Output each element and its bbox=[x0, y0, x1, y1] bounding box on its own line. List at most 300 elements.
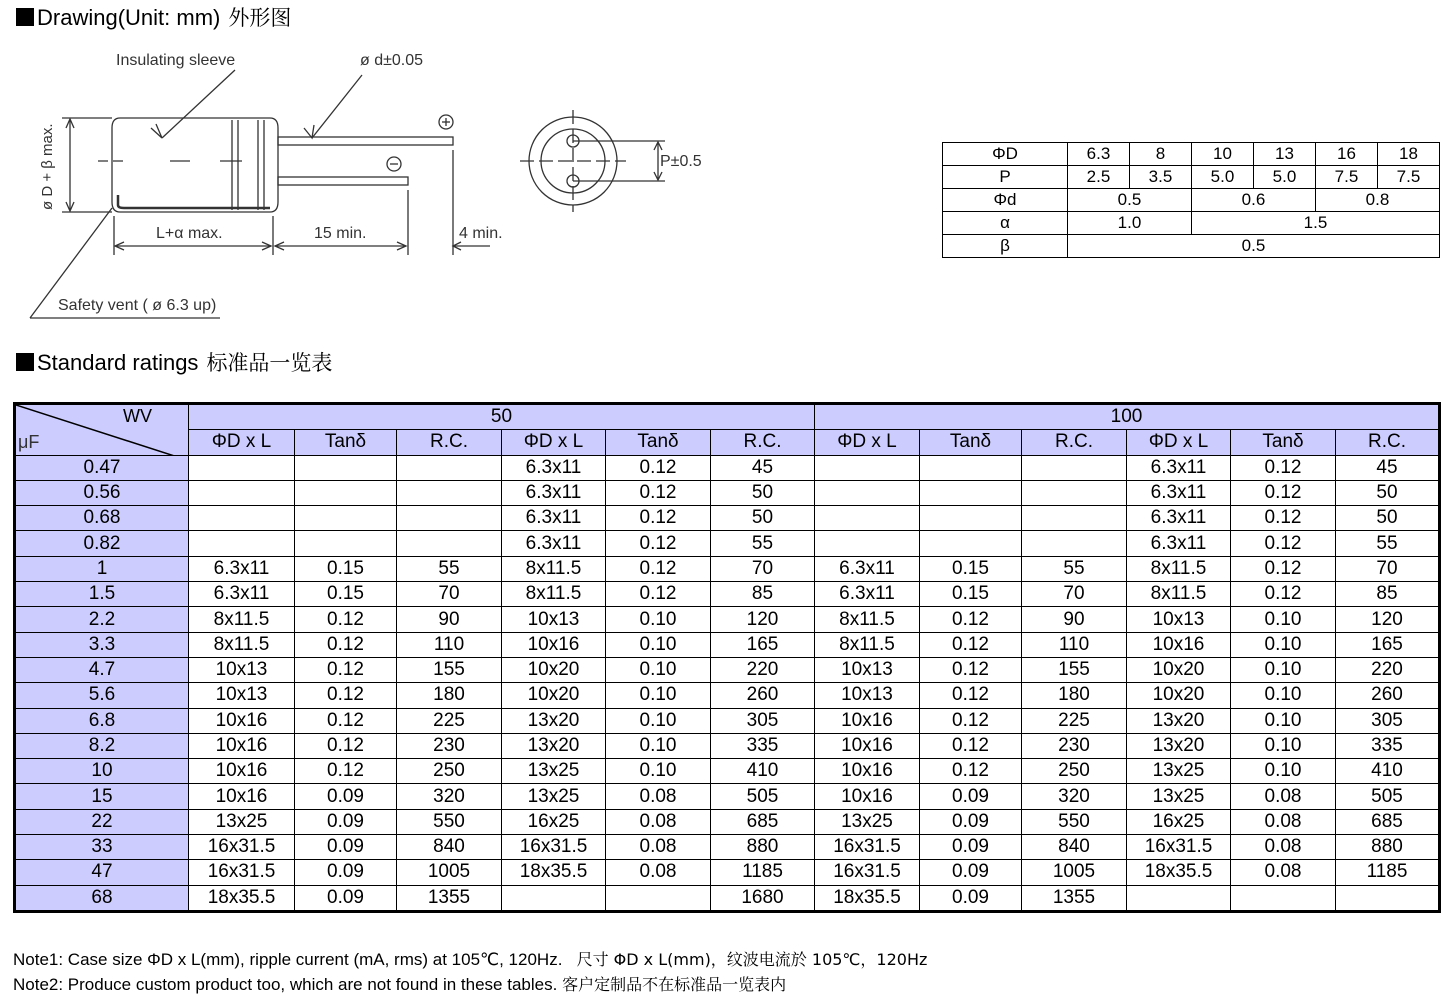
capacitance-cell: 1.5 bbox=[15, 582, 189, 607]
rating-cell: 8x11.5 bbox=[502, 582, 606, 607]
rating-cell bbox=[502, 885, 606, 911]
rating-cell: 410 bbox=[1336, 759, 1440, 784]
rating-cell: 1185 bbox=[711, 860, 815, 885]
rating-cell: 880 bbox=[711, 835, 815, 860]
rating-cell: 45 bbox=[1336, 455, 1440, 480]
rating-cell: 0.08 bbox=[1231, 835, 1336, 860]
rating-cell: 0.08 bbox=[1231, 784, 1336, 809]
rating-cell: 220 bbox=[711, 657, 815, 682]
column-header: ΦD x L bbox=[189, 430, 295, 455]
table-row bbox=[15, 860, 1440, 885]
rating-cell bbox=[295, 455, 397, 480]
rating-cell: 16x31.5 bbox=[502, 835, 606, 860]
rating-cell: 230 bbox=[1022, 733, 1127, 758]
note-2-cn: 客户定制品不在标准品一览表内 bbox=[562, 975, 787, 994]
dim-row-label: α bbox=[943, 212, 1068, 235]
table-row bbox=[15, 733, 1440, 758]
short-lead-label: 4 min. bbox=[459, 225, 503, 242]
rating-cell: 10x16 bbox=[502, 632, 606, 657]
rating-cell: 0.15 bbox=[295, 582, 397, 607]
rating-cell: 10x16 bbox=[815, 708, 920, 733]
rating-cell: 50 bbox=[711, 506, 815, 531]
column-header: Tanδ bbox=[1231, 430, 1336, 455]
rating-cell: 0.09 bbox=[295, 784, 397, 809]
rating-cell: 18x35.5 bbox=[1127, 860, 1231, 885]
rating-cell: 1355 bbox=[1022, 885, 1127, 911]
rating-cell: 180 bbox=[1022, 683, 1127, 708]
rating-cell: 6.3x11 bbox=[1127, 506, 1231, 531]
rating-cell bbox=[815, 455, 920, 480]
rating-cell: 0.10 bbox=[606, 683, 711, 708]
rating-cell: 13x20 bbox=[1127, 708, 1231, 733]
length-label: L+α max. bbox=[156, 225, 223, 242]
rating-cell: 0.12 bbox=[606, 455, 711, 480]
dim-cell: 0.5 bbox=[1068, 189, 1192, 212]
rating-cell: 0.12 bbox=[920, 733, 1022, 758]
rating-cell: 0.12 bbox=[1231, 480, 1336, 505]
rating-cell: 45 bbox=[711, 455, 815, 480]
rating-cell: 10x16 bbox=[189, 784, 295, 809]
dim-row-label: β bbox=[943, 235, 1068, 258]
voltage-header-50: 50 bbox=[189, 404, 815, 430]
rating-cell: 0.12 bbox=[1231, 556, 1336, 581]
rating-cell: 0.09 bbox=[295, 809, 397, 834]
capacitance-cell: 33 bbox=[15, 835, 189, 860]
rating-cell: 0.08 bbox=[1231, 809, 1336, 834]
rating-cell: 13x25 bbox=[502, 759, 606, 784]
table-row bbox=[15, 809, 1440, 834]
capacitance-cell: 1 bbox=[15, 556, 189, 581]
rating-cell: 0.08 bbox=[1231, 860, 1336, 885]
ratings-heading-en: Standard ratings bbox=[37, 350, 199, 375]
rating-cell bbox=[295, 480, 397, 505]
rating-cell: 90 bbox=[1022, 607, 1127, 632]
rating-cell: 0.12 bbox=[1231, 455, 1336, 480]
body-diameter-label: ø D + β max. bbox=[39, 123, 56, 210]
table-row bbox=[15, 885, 1440, 911]
dim-cell: 7.5 bbox=[1378, 166, 1440, 189]
rating-cell: 16x31.5 bbox=[815, 860, 920, 885]
diagonal-divider bbox=[16, 405, 189, 455]
column-header: R.C. bbox=[1022, 430, 1127, 455]
rating-cell: 505 bbox=[1336, 784, 1440, 809]
rating-cell: 6.3x11 bbox=[502, 455, 606, 480]
rating-cell: 10x13 bbox=[189, 683, 295, 708]
square-bullet-icon bbox=[16, 8, 34, 26]
rating-cell: 0.08 bbox=[606, 860, 711, 885]
rating-cell: 10x16 bbox=[189, 759, 295, 784]
rating-cell: 0.08 bbox=[606, 784, 711, 809]
rating-cell: 320 bbox=[397, 784, 502, 809]
rating-cell: 13x25 bbox=[1127, 784, 1231, 809]
table-row bbox=[15, 759, 1440, 784]
rating-cell: 250 bbox=[1022, 759, 1127, 784]
rating-cell: 0.09 bbox=[295, 885, 397, 911]
dim-row bbox=[943, 143, 1440, 166]
wv-label: WV bbox=[123, 406, 152, 426]
dim-cell: 16 bbox=[1316, 143, 1378, 166]
rating-cell: 0.12 bbox=[606, 531, 711, 556]
dim-cell: 6.3 bbox=[1068, 143, 1130, 166]
rating-cell bbox=[397, 506, 502, 531]
rating-cell: 0.12 bbox=[1231, 531, 1336, 556]
rating-cell: 50 bbox=[711, 480, 815, 505]
rating-cell: 10x13 bbox=[502, 607, 606, 632]
column-header: Tanδ bbox=[606, 430, 711, 455]
column-header: R.C. bbox=[1336, 430, 1440, 455]
rating-cell: 10x16 bbox=[815, 759, 920, 784]
rating-cell: 0.10 bbox=[1231, 759, 1336, 784]
note-2 bbox=[13, 972, 786, 995]
rating-cell: 260 bbox=[1336, 683, 1440, 708]
rating-cell: 55 bbox=[711, 531, 815, 556]
rating-cell: 70 bbox=[1022, 582, 1127, 607]
rating-cell: 10x20 bbox=[1127, 657, 1231, 682]
dim-cell: 0.8 bbox=[1316, 189, 1440, 212]
rating-cell: 0.12 bbox=[1231, 506, 1336, 531]
capacitance-cell: 8.2 bbox=[15, 733, 189, 758]
rating-cell: 155 bbox=[1022, 657, 1127, 682]
rating-cell: 165 bbox=[711, 632, 815, 657]
rating-cell: 16x25 bbox=[1127, 809, 1231, 834]
rating-cell: 0.12 bbox=[920, 708, 1022, 733]
square-bullet-icon bbox=[16, 353, 34, 371]
rating-cell bbox=[920, 531, 1022, 556]
rating-cell: 6.3x11 bbox=[189, 582, 295, 607]
rating-cell: 0.15 bbox=[295, 556, 397, 581]
capacitance-cell: 68 bbox=[15, 885, 189, 911]
capacitance-cell: 15 bbox=[15, 784, 189, 809]
dim-cell: 3.5 bbox=[1130, 166, 1192, 189]
rating-cell: 0.10 bbox=[606, 632, 711, 657]
rating-cell: 120 bbox=[711, 607, 815, 632]
lead-length-label: 15 min. bbox=[314, 225, 367, 242]
note-1-en: Note1: Case size ΦD x L(mm), ripple current (mA, rms) at 105℃, 120Hz. bbox=[13, 950, 563, 969]
rating-cell: 0.10 bbox=[1231, 657, 1336, 682]
drawing-heading-cn: 外形图 bbox=[228, 6, 292, 30]
dim-row bbox=[943, 189, 1440, 212]
note-1-cn: 尺寸 ΦD x L(mm)，纹波电流於 105℃，120Hz bbox=[576, 950, 928, 969]
rating-cell: 685 bbox=[1336, 809, 1440, 834]
capacitance-cell: 3.3 bbox=[15, 632, 189, 657]
rating-cell: 16x31.5 bbox=[189, 835, 295, 860]
rating-cell: 18x35.5 bbox=[815, 885, 920, 911]
rating-cell: 50 bbox=[1336, 506, 1440, 531]
rating-cell: 10x20 bbox=[1127, 683, 1231, 708]
rating-cell bbox=[815, 531, 920, 556]
insulating-sleeve-label: Insulating sleeve bbox=[116, 52, 236, 69]
dim-cell: 8 bbox=[1130, 143, 1192, 166]
rating-cell: 70 bbox=[711, 556, 815, 581]
table-row bbox=[15, 657, 1440, 682]
column-header: ΦD x L bbox=[1127, 430, 1231, 455]
capacitance-cell: 22 bbox=[15, 809, 189, 834]
column-header: R.C. bbox=[711, 430, 815, 455]
capacitance-cell: 0.82 bbox=[15, 531, 189, 556]
capacitance-cell: 5.6 bbox=[15, 683, 189, 708]
rating-cell: 6.3x11 bbox=[502, 480, 606, 505]
rating-cell: 6.3x11 bbox=[1127, 531, 1231, 556]
rating-cell: 260 bbox=[711, 683, 815, 708]
note-2-en: Note2: Produce custom product too, which are not found in these tables. bbox=[13, 975, 558, 994]
dim-row-label: Φd bbox=[943, 189, 1068, 212]
capacitance-cell: 10 bbox=[15, 759, 189, 784]
capacitance-cell: 47 bbox=[15, 860, 189, 885]
rating-cell: 840 bbox=[1022, 835, 1127, 860]
rating-cell bbox=[189, 480, 295, 505]
table-row bbox=[15, 784, 1440, 809]
table-row bbox=[15, 835, 1440, 860]
rating-cell: 6.3x11 bbox=[502, 506, 606, 531]
rating-cell: 0.10 bbox=[606, 657, 711, 682]
rating-cell bbox=[920, 506, 1022, 531]
rating-cell: 8x11.5 bbox=[189, 607, 295, 632]
table-row bbox=[15, 683, 1440, 708]
rating-cell: 0.09 bbox=[920, 860, 1022, 885]
rating-cell: 16x31.5 bbox=[815, 835, 920, 860]
table-row bbox=[15, 708, 1440, 733]
rating-cell: 220 bbox=[1336, 657, 1440, 682]
rating-cell: 10x13 bbox=[815, 683, 920, 708]
rating-cell: 0.10 bbox=[1231, 733, 1336, 758]
rating-cell bbox=[397, 480, 502, 505]
rating-cell bbox=[397, 455, 502, 480]
rating-cell: 8x11.5 bbox=[1127, 582, 1231, 607]
rating-cell: 85 bbox=[711, 582, 815, 607]
rating-cell: 250 bbox=[397, 759, 502, 784]
rating-cell: 110 bbox=[397, 632, 502, 657]
table-row bbox=[15, 455, 1440, 480]
dim-cell: 5.0 bbox=[1254, 166, 1316, 189]
dim-cell: 7.5 bbox=[1316, 166, 1378, 189]
rating-cell bbox=[606, 885, 711, 911]
rating-cell: 685 bbox=[711, 809, 815, 834]
rating-cell: 550 bbox=[1022, 809, 1127, 834]
rating-cell: 6.3x11 bbox=[189, 556, 295, 581]
rating-cell: 1680 bbox=[711, 885, 815, 911]
rating-cell: 0.12 bbox=[295, 733, 397, 758]
rating-cell: 10x16 bbox=[815, 733, 920, 758]
rating-cell: 18x35.5 bbox=[189, 885, 295, 911]
standard-ratings-table bbox=[13, 402, 1441, 913]
dim-cell: 1.0 bbox=[1068, 212, 1192, 235]
rating-cell: 70 bbox=[1336, 556, 1440, 581]
rating-cell: 305 bbox=[1336, 708, 1440, 733]
dim-row bbox=[943, 166, 1440, 189]
rating-cell: 0.08 bbox=[606, 835, 711, 860]
rating-cell: 1005 bbox=[1022, 860, 1127, 885]
rating-cell: 335 bbox=[1336, 733, 1440, 758]
rating-cell: 13x20 bbox=[502, 708, 606, 733]
rating-cell: 225 bbox=[397, 708, 502, 733]
dim-row-label: ΦD bbox=[943, 143, 1068, 166]
rating-cell: 0.12 bbox=[1231, 582, 1336, 607]
rating-cell: 10x20 bbox=[502, 683, 606, 708]
rating-cell: 10x16 bbox=[189, 733, 295, 758]
rating-cell: 305 bbox=[711, 708, 815, 733]
rating-cell: 16x31.5 bbox=[189, 860, 295, 885]
rating-cell: 13x25 bbox=[1127, 759, 1231, 784]
table-row bbox=[15, 556, 1440, 581]
dim-cell: 18 bbox=[1378, 143, 1440, 166]
rating-cell: 0.12 bbox=[606, 506, 711, 531]
rating-cell: 155 bbox=[397, 657, 502, 682]
rating-cell bbox=[1022, 455, 1127, 480]
rating-cell: 0.08 bbox=[606, 809, 711, 834]
rating-cell: 0.10 bbox=[1231, 632, 1336, 657]
capacitance-cell: 0.56 bbox=[15, 480, 189, 505]
rating-cell: 0.15 bbox=[920, 582, 1022, 607]
rating-cell bbox=[1336, 885, 1440, 911]
column-header: Tanδ bbox=[920, 430, 1022, 455]
rating-cell: 13x25 bbox=[815, 809, 920, 834]
dim-cell: 13 bbox=[1254, 143, 1316, 166]
rating-cell: 0.09 bbox=[920, 809, 1022, 834]
dimension-table bbox=[942, 142, 1440, 258]
column-header: ΦD x L bbox=[815, 430, 920, 455]
rating-cell: 50 bbox=[1336, 480, 1440, 505]
rating-cell: 0.12 bbox=[920, 759, 1022, 784]
rating-cell: 0.09 bbox=[295, 860, 397, 885]
rating-cell: 10x13 bbox=[815, 657, 920, 682]
rating-cell: 0.12 bbox=[920, 657, 1022, 682]
rating-cell: 1355 bbox=[397, 885, 502, 911]
capacitance-cell: 2.2 bbox=[15, 607, 189, 632]
rating-cell: 410 bbox=[711, 759, 815, 784]
rating-cell: 6.3x11 bbox=[1127, 455, 1231, 480]
rating-cell bbox=[295, 531, 397, 556]
rating-cell: 230 bbox=[397, 733, 502, 758]
rating-cell: 13x25 bbox=[189, 809, 295, 834]
dim-cell: 0.5 bbox=[1068, 235, 1440, 258]
drawing-heading bbox=[16, 4, 291, 32]
table-row bbox=[15, 480, 1440, 505]
capacitance-cell: 0.47 bbox=[15, 455, 189, 480]
rating-cell: 0.12 bbox=[606, 480, 711, 505]
ratings-heading bbox=[16, 349, 332, 377]
rating-cell: 8x11.5 bbox=[815, 607, 920, 632]
dim-cell: 5.0 bbox=[1192, 166, 1254, 189]
note-1 bbox=[13, 947, 927, 970]
rating-cell: 90 bbox=[397, 607, 502, 632]
rating-cell: 0.10 bbox=[606, 733, 711, 758]
column-header: Tanδ bbox=[295, 430, 397, 455]
capacitance-cell: 4.7 bbox=[15, 657, 189, 682]
capacitance-cell: 0.68 bbox=[15, 506, 189, 531]
rating-cell bbox=[295, 506, 397, 531]
rating-cell: 10x16 bbox=[815, 784, 920, 809]
rating-cell: 8x11.5 bbox=[502, 556, 606, 581]
rating-cell: 335 bbox=[711, 733, 815, 758]
rating-cell: 70 bbox=[397, 582, 502, 607]
rating-cell: 0.12 bbox=[606, 582, 711, 607]
rating-cell: 0.12 bbox=[295, 708, 397, 733]
rating-cell: 55 bbox=[1336, 531, 1440, 556]
rating-cell: 55 bbox=[397, 556, 502, 581]
rating-cell bbox=[397, 531, 502, 556]
rating-cell: 10x20 bbox=[502, 657, 606, 682]
rating-cell bbox=[1231, 885, 1336, 911]
rating-cell: 0.12 bbox=[295, 683, 397, 708]
rating-cell: 13x20 bbox=[1127, 733, 1231, 758]
rating-cell: 16x25 bbox=[502, 809, 606, 834]
drawing-heading-en: Drawing(Unit: mm) bbox=[37, 5, 221, 30]
dim-row-label: P bbox=[943, 166, 1068, 189]
rating-cell: 6.3x11 bbox=[815, 582, 920, 607]
rating-cell: 0.09 bbox=[920, 784, 1022, 809]
rating-cell: 225 bbox=[1022, 708, 1127, 733]
rating-cell bbox=[1127, 885, 1231, 911]
capacitor-drawing bbox=[20, 40, 720, 330]
ratings-heading-cn: 标准品一览表 bbox=[206, 351, 333, 375]
rating-cell: 8x11.5 bbox=[815, 632, 920, 657]
rating-cell: 1185 bbox=[1336, 860, 1440, 885]
rating-cell: 13x20 bbox=[502, 733, 606, 758]
rating-cell bbox=[189, 455, 295, 480]
dim-row bbox=[943, 235, 1440, 258]
rating-cell bbox=[189, 531, 295, 556]
voltage-header-100: 100 bbox=[815, 404, 1440, 430]
rating-cell: 10x13 bbox=[189, 657, 295, 682]
rating-cell: 0.12 bbox=[295, 657, 397, 682]
rating-cell: 1005 bbox=[397, 860, 502, 885]
rating-cell: 85 bbox=[1336, 582, 1440, 607]
rating-cell: 320 bbox=[1022, 784, 1127, 809]
rating-cell: 6.3x11 bbox=[502, 531, 606, 556]
rating-cell bbox=[920, 455, 1022, 480]
rating-cell: 505 bbox=[711, 784, 815, 809]
rating-cell: 10x16 bbox=[1127, 632, 1231, 657]
column-header: R.C. bbox=[397, 430, 502, 455]
dim-cell: 10 bbox=[1192, 143, 1254, 166]
uf-label: μF bbox=[18, 431, 40, 452]
rating-cell bbox=[920, 480, 1022, 505]
lead-diameter-label: ø d±0.05 bbox=[360, 52, 424, 69]
pitch-label: P±0.5 bbox=[660, 153, 702, 170]
rating-cell: 880 bbox=[1336, 835, 1440, 860]
table-row bbox=[15, 506, 1440, 531]
rating-cell bbox=[1022, 506, 1127, 531]
rating-cell: 0.12 bbox=[295, 759, 397, 784]
rating-cell bbox=[1022, 480, 1127, 505]
rating-cell: 8x11.5 bbox=[189, 632, 295, 657]
rating-cell: 0.12 bbox=[295, 632, 397, 657]
rating-cell: 0.12 bbox=[920, 607, 1022, 632]
rating-cell: 0.09 bbox=[920, 885, 1022, 911]
capacitance-cell: 6.8 bbox=[15, 708, 189, 733]
dim-row bbox=[943, 212, 1440, 235]
rating-cell: 550 bbox=[397, 809, 502, 834]
table-row bbox=[15, 607, 1440, 632]
rating-cell: 0.10 bbox=[606, 759, 711, 784]
rating-cell: 0.12 bbox=[920, 683, 1022, 708]
rating-cell: 0.10 bbox=[1231, 683, 1336, 708]
table-row bbox=[15, 582, 1440, 607]
rating-cell: 0.12 bbox=[295, 607, 397, 632]
rating-cell: 110 bbox=[1022, 632, 1127, 657]
dim-cell: 1.5 bbox=[1192, 212, 1440, 235]
safety-vent-label: Safety vent ( ø 6.3 up) bbox=[58, 297, 217, 314]
rating-cell: 8x11.5 bbox=[1127, 556, 1231, 581]
rating-cell: 165 bbox=[1336, 632, 1440, 657]
rating-cell: 6.3x11 bbox=[815, 556, 920, 581]
rating-cell: 18x35.5 bbox=[502, 860, 606, 885]
rating-cell: 0.10 bbox=[1231, 708, 1336, 733]
column-header: ΦD x L bbox=[502, 430, 606, 455]
rating-cell: 0.10 bbox=[606, 708, 711, 733]
rating-cell bbox=[1022, 531, 1127, 556]
rating-cell: 0.09 bbox=[295, 835, 397, 860]
